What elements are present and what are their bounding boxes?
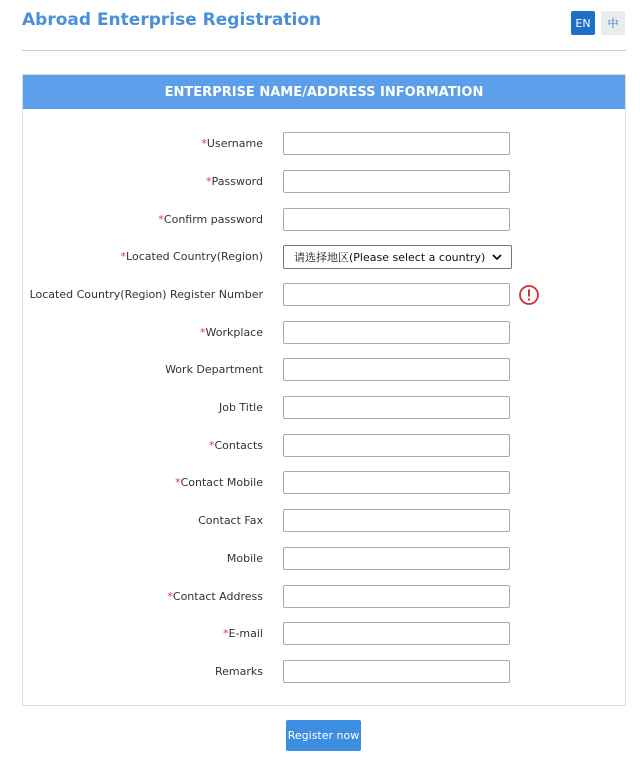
form-row-contact-fax <box>23 509 627 533</box>
section-header: ENTERPRISE NAME/ADDRESS INFORMATION <box>23 75 625 109</box>
form-row-workplace <box>23 321 627 345</box>
required-mark: * <box>201 137 207 150</box>
required-mark: * <box>223 627 229 640</box>
username-input[interactable] <box>283 132 510 155</box>
register-number-input[interactable] <box>283 283 510 306</box>
chevron-down-icon <box>491 251 503 263</box>
form-row-confirm-password <box>23 208 627 232</box>
form-row-username <box>23 132 627 156</box>
confirm-password-input[interactable] <box>283 208 510 231</box>
exclamation-circle-icon <box>518 284 540 306</box>
workplace-label: *Workplace <box>200 326 263 339</box>
required-mark: * <box>158 213 164 226</box>
form-row-country <box>23 245 627 269</box>
mobile-input[interactable] <box>283 547 510 570</box>
country-label: *Located Country(Region) <box>120 250 263 263</box>
contact-mobile-input[interactable] <box>283 471 510 494</box>
form-row-password <box>23 170 627 194</box>
required-mark: * <box>206 175 212 188</box>
email-label: *E-mail <box>223 627 263 640</box>
form-row-job-title <box>23 396 627 420</box>
registration-panel <box>22 74 626 706</box>
contact-fax-label: Contact Fax <box>198 514 263 527</box>
remarks-label: Remarks <box>215 665 263 678</box>
country-select[interactable] <box>283 245 512 269</box>
contacts-label: *Contacts <box>208 439 263 452</box>
required-mark: * <box>200 326 206 339</box>
confirm-password-label: *Confirm password <box>158 213 263 226</box>
register-now-button[interactable]: Register now <box>286 720 361 751</box>
form-row-remarks <box>23 660 627 684</box>
lang-en-button[interactable]: EN <box>571 11 595 35</box>
form-row-contact-address <box>23 585 627 609</box>
mobile-label: Mobile <box>226 552 263 565</box>
form-row-mobile <box>23 547 627 571</box>
required-mark: * <box>167 590 173 603</box>
workplace-input[interactable] <box>283 321 510 344</box>
required-mark: * <box>208 439 215 452</box>
job-title-input[interactable] <box>283 396 510 419</box>
password-input[interactable] <box>283 170 510 193</box>
page-title: Abroad Enterprise Registration <box>22 10 322 30</box>
country-select-value: 请选择地区(Please select a country) <box>294 251 486 264</box>
contact-fax-input[interactable] <box>283 509 510 532</box>
contact-address-label: *Contact Address <box>167 590 263 603</box>
work-department-input[interactable] <box>283 358 510 381</box>
form-row-work-department <box>23 358 627 382</box>
required-mark: * <box>175 476 181 489</box>
remarks-input[interactable] <box>283 660 510 683</box>
form-row-contacts <box>23 434 627 458</box>
required-mark: * <box>120 250 127 263</box>
form-row-email <box>23 622 627 646</box>
lang-zh-button[interactable]: 中 <box>601 11 625 35</box>
header-divider <box>22 50 626 51</box>
form-row-register-number <box>23 283 627 307</box>
email-input[interactable] <box>283 622 510 645</box>
password-label: *Password <box>206 175 263 188</box>
contacts-input[interactable] <box>283 434 510 457</box>
form-row-contact-mobile <box>23 471 627 495</box>
job-title-label: Job Title <box>218 401 263 414</box>
register-number-label: Located Country(Region) Register Number <box>29 288 263 301</box>
contact-address-input[interactable] <box>283 585 510 608</box>
contact-mobile-label: *Contact Mobile <box>175 476 263 489</box>
work-department-label: Work Department <box>165 363 263 376</box>
username-label: *Username <box>201 137 263 150</box>
